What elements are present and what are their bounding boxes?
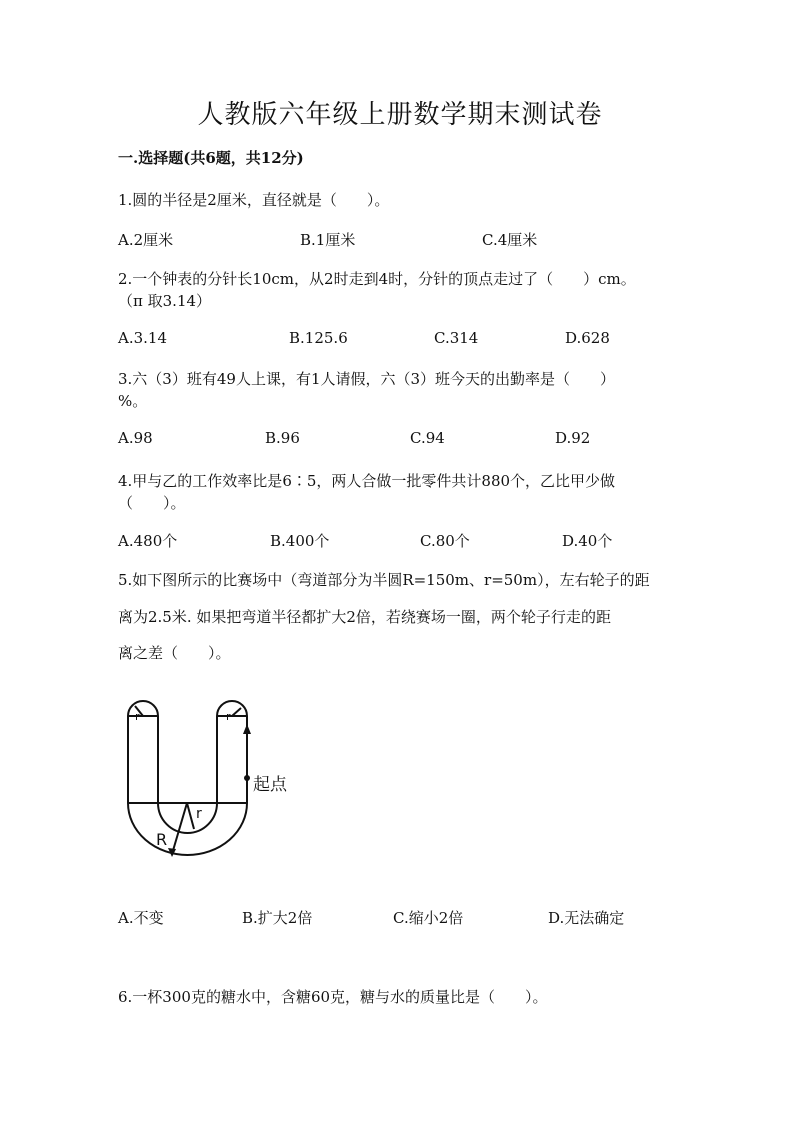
question-1-option-c: C.4厘米 (482, 231, 538, 249)
question-3-text-line-1: 3.六（3）班有49人上课，有1人请假，六（3）班今天的出勤率是（ ） (118, 370, 616, 388)
question-4-option-d: D.40个 (562, 532, 613, 550)
question-2-option-d: D.628 (565, 329, 610, 347)
question-3-option-d: D.92 (555, 429, 591, 447)
question-4-option-a: A.480个 (118, 532, 178, 550)
radius-r-label: r (196, 806, 202, 822)
question-1-option-a: A.2厘米 (118, 231, 174, 249)
start-point-marker (244, 775, 250, 781)
direction-arrow-head (243, 724, 251, 734)
question-5-option-c: C.缩小2倍 (393, 909, 464, 927)
question-3-option-c: C.94 (410, 429, 445, 447)
question-3-option-b: B.96 (265, 429, 300, 447)
race-track-figure (110, 690, 310, 870)
right-cap-label: r (226, 710, 231, 723)
left-cap-label: r (135, 710, 140, 723)
question-4-option-c: C.80个 (420, 532, 470, 550)
question-5-text-line-3: 离之差（ ）。 (118, 644, 231, 662)
question-4-text-line-2: （ ）。 (118, 494, 186, 512)
radius-R-line (172, 803, 187, 854)
page-title: 人教版六年级上册数学期末测试卷 (197, 100, 603, 130)
question-5-option-b: B.扩大2倍 (242, 909, 313, 927)
question-2-option-b: B.125.6 (289, 329, 348, 347)
section-heading: 一.选择题(共6题，共12分) (118, 149, 304, 167)
question-5-text-line-1: 5.如下图所示的比赛场中（弯道部分为半圆R=150m、r=50m），左右轮子的距 (118, 571, 650, 589)
outer-semicircle (128, 803, 247, 855)
question-5-option-a: A.不变 (118, 909, 164, 927)
question-2-option-a: A.3.14 (118, 329, 167, 347)
question-5-option-d: D.无法确定 (548, 909, 625, 927)
radius-r-line (187, 803, 194, 829)
start-point-label: 起点 (253, 775, 287, 795)
question-3-text-line-2: %。 (118, 392, 148, 410)
question-5-text-line-2: 离为2.5米. 如果把弯道半径都扩大2倍，若绕赛场一圈，两个轮子行走的距 (118, 608, 611, 626)
question-3-option-a: A.98 (118, 429, 153, 447)
question-4-text-line-1: 4.甲与乙的工作效率比是6∶5，两人合做一批零件共计880个，乙比甲少做 (118, 472, 616, 490)
question-2-option-c: C.314 (434, 329, 479, 347)
radius-R-label: R (156, 830, 168, 849)
question-1-text: 1.圆的半径是2厘米，直径就是（ ）。 (118, 191, 390, 209)
right-cap-radius (232, 708, 241, 716)
question-2-text-line-1: 2.一个钟表的分针长10cm，从2时走到4时，分针的顶点走过了（ ）cm。 (118, 270, 636, 288)
question-1-option-b: B.1厘米 (300, 231, 356, 249)
question-4-option-b: B.400个 (270, 532, 330, 550)
question-2-text-line-2: （π 取3.14） (118, 292, 212, 310)
question-6-text: 6.一杯300克的糖水中，含糖60克，糖与水的质量比是（ ）。 (118, 988, 548, 1006)
